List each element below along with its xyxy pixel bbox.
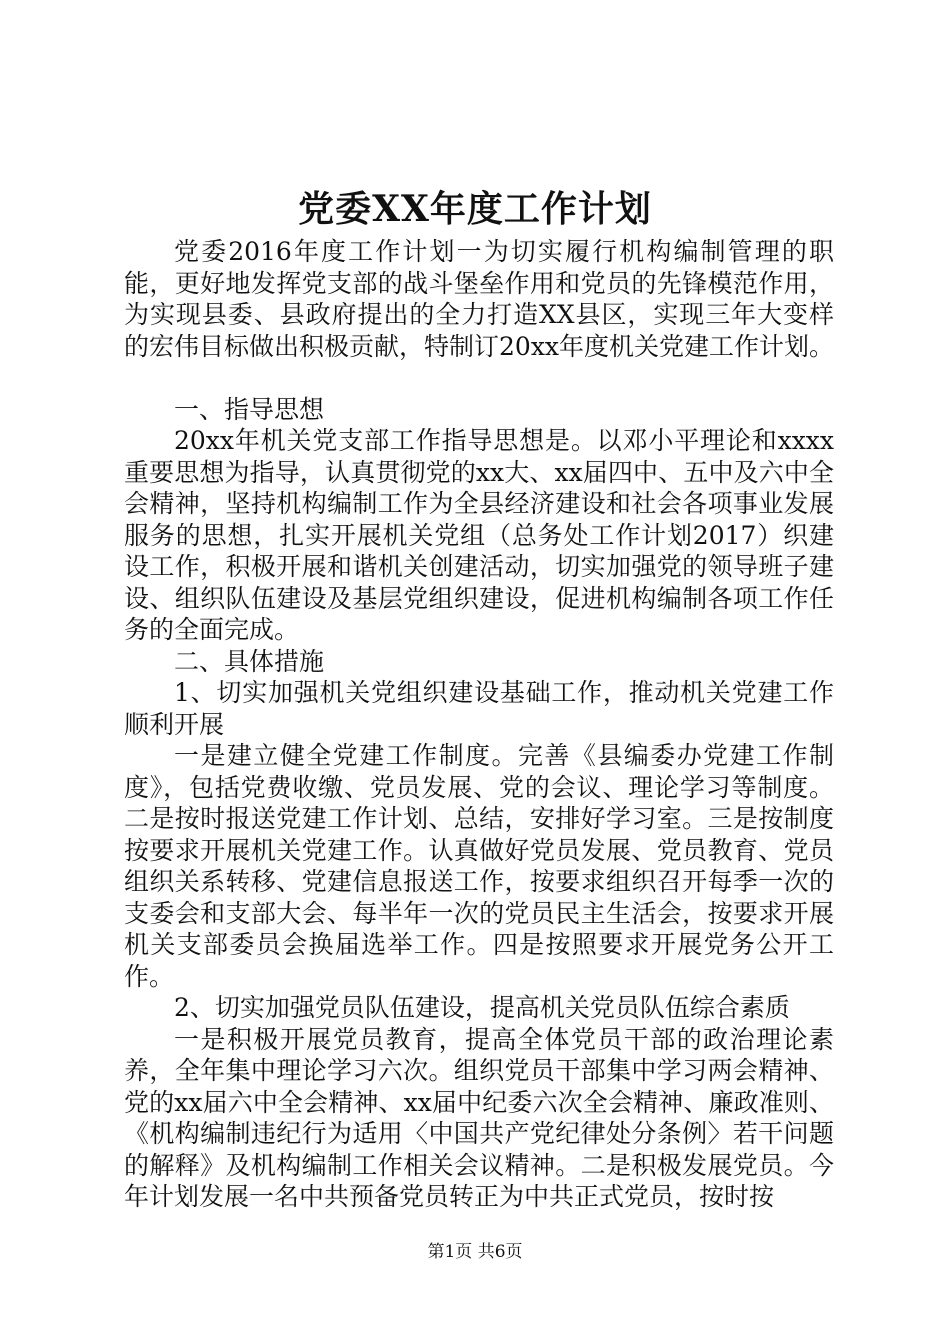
- document-body: [124, 236, 834, 1213]
- intro-paragraph: 党委2016年度工作计划一为切实履行机构编制管理的职能，更好地发挥党支部的战斗堡垒作用和党员的先锋模范作用，为实现县委、县政府提出的全力打造XX县区，实现三年大变样的宏伟目标做出积极贡献，特制订20xx年度机关党建工作计划。: [124, 237, 835, 361]
- measure-2-paragraph: 一是积极开展党员教育，提高全体党员干部的政治理论素养，全年集中理论学习六次。组织党员干部集中学习两会精神、党的xx届六中全会精神、xx届中纪委六次全会精神、廉政准则、《机构编制违纪行为适用〈中国共产党纪律处分条例〉若干问题的解释》及机构编制工作相关会议精神。二是积极发展党员。今年计划发展一名中共预备党员转正为中共正式党员，按时按: [124, 1024, 834, 1211]
- page-footer: 第1页 共6页: [427, 1242, 523, 1262]
- measure-1-heading: 1、切实加强机关党组织建设基础工作，推动机关党建工作顺利开展: [124, 678, 834, 739]
- section-heading-guiding-ideology: 一、指导思想: [174, 394, 325, 424]
- document-title: 党委XX年度工作计划: [298, 188, 652, 230]
- guiding-ideology-paragraph: 20xx年机关党支部工作指导思想是。以邓小平理论和xxxx重要思想为指导，认真贯彻党的xx大、xx届四中、五中及六中全会精神，坚持机构编制工作为全县经济建设和社会各项事业发展服务的思想，扎实开展机关党组（总务处工作计划2017）织建设工作，积极开展和谐机关创建活动，切实加强党的领导班子建设、组织队伍建设及基层党组织建设，促进机构编制各项工作任务的全面完成。: [124, 426, 834, 644]
- measure-2-heading: 2、切实加强党员队伍建设，提高机关党员队伍综合素质: [174, 993, 790, 1022]
- paragraph-spacer: [124, 362, 834, 394]
- measure-1-paragraph: 一是建立健全党建工作制度。完善《县编委办党建工作制度》，包括党费收缴、党员发展、党的会议、理论学习等制度。二是按时报送党建工作计划、总结，安排好学习室。三是按制度按要求开展机关党建工作。认真做好党员发展、党员教育、党员组织关系转移、党建信息报送工作，按要求组织召开每季一次的支委会和支部大会、每半年一次的党员民主生活会，按要求开展机关支部委员会换届选举工作。四是按照要求开展党务公开工作。: [124, 741, 834, 991]
- section-heading-specific-measures: 二、具体措施: [174, 646, 325, 676]
